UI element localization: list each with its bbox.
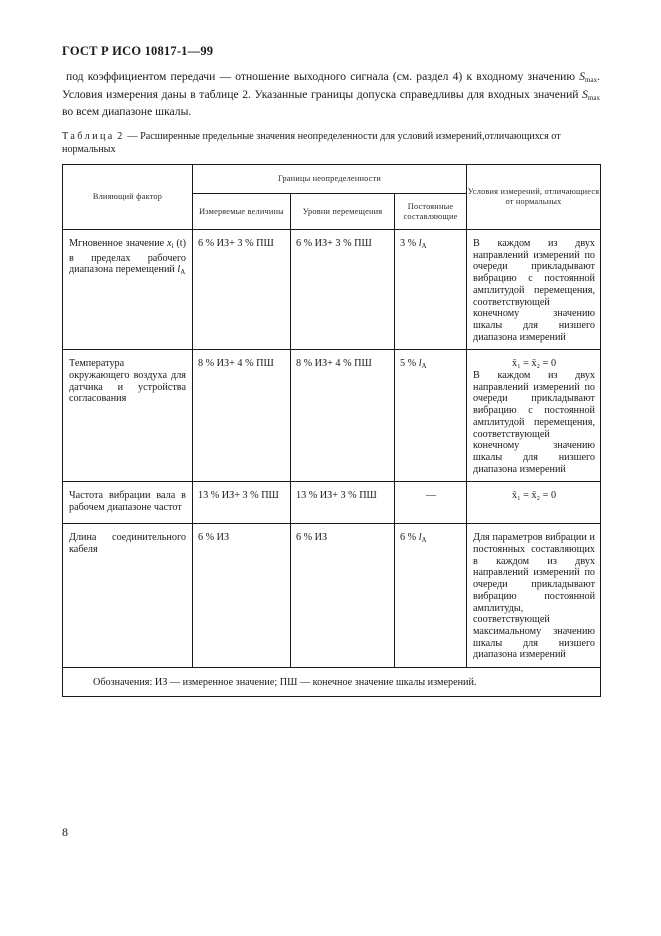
intro-paragraph bbox=[62, 70, 600, 119]
row-2-constant: 5 % $l_A$ bbox=[395, 350, 467, 482]
table-row bbox=[63, 230, 601, 350]
table-caption bbox=[62, 131, 600, 156]
row-3-measured: 13 % ИЗ+ 3 % ПШ bbox=[193, 482, 291, 524]
intro-line-1: под коэффициентом передачи — отношение выходного сигнала (см. раздел 4) к входному значению bbox=[66, 70, 576, 83]
table-footer-note: Обозначения: ИЗ — измеренное значение; ПШ — конечное значение шкалы измерений. bbox=[63, 668, 601, 697]
row-1-measured: 6 % ИЗ+ 3 % ПШ bbox=[193, 230, 291, 350]
row-3-conditions bbox=[467, 482, 601, 524]
header-conditions: Условия измерений, отличающиеся от нормальных bbox=[467, 165, 601, 230]
row-2-factor: Температура окружающего воздуха для датчика и устройства согласования bbox=[63, 350, 193, 482]
header-constant: Постоянные составляющие bbox=[395, 194, 467, 230]
row-4-measured: 6 % ИЗ bbox=[193, 524, 291, 668]
intro-line-2: . Условия измерения даны в таблице 2. Указанные границы допуска справедливы для входных значений bbox=[62, 70, 600, 101]
table-row bbox=[63, 524, 601, 668]
table-caption-label: Таблица bbox=[62, 131, 115, 142]
row-3-displacement: 13 % ИЗ+ 3 % ПШ bbox=[291, 482, 395, 524]
table-footer-row bbox=[63, 668, 601, 697]
header-factor: Влияющий фактор bbox=[63, 165, 193, 230]
table-caption-number: 2 bbox=[117, 131, 125, 142]
header-measured: Измеряемые величины bbox=[193, 194, 291, 230]
row-1-factor: Мгновенное значение $x_i$ (t) в пределах рабочего диапазона перемещений $l_A$ bbox=[63, 230, 193, 350]
row-1-conditions: В каждом из двух направлений измерений по очереди прикладывают вибрацию с постоянной амплитудой перемещения, соответствующей конечному значению шкалы для низшего диапазона измерений bbox=[467, 230, 601, 350]
row-4-factor: Длина соединительного кабеля bbox=[63, 524, 193, 668]
row-4-conditions: Для параметров вибрации и постоянных составляющих в каждом из двух направлений измерений по очереди прикладывают вибрацию постоянной амплитуды, соответствующей максимальному значению шкалы для низшего диапазона измерений bbox=[467, 524, 601, 668]
row-3-factor: Частота вибрации вала в рабочем диапазоне частот bbox=[63, 482, 193, 524]
row-3-formula: x̄₁ = x̄₂ = 0 bbox=[511, 490, 557, 502]
row-2-formula: x̄₁ = x̄₂ = 0 bbox=[511, 358, 557, 370]
intro-line-3: во всем диапазоне шкалы. bbox=[62, 105, 192, 118]
header-displacement: Уровни перемещения bbox=[291, 194, 395, 230]
row-2-measured: 8 % ИЗ+ 4 % ПШ bbox=[193, 350, 291, 482]
row-4-constant: 6 % $l_A$ bbox=[395, 524, 467, 668]
row-2-conditions-text: В каждом из двух направлений измерений по очереди прикладывают вибрацию с постоянной амплитудой перемещения, соответствующей конечному значению шкалы для низшего диапазона измерений bbox=[473, 370, 596, 475]
page-number: 8 bbox=[62, 825, 68, 839]
row-2-conditions bbox=[467, 350, 601, 482]
row-1-constant: 3 % $l_A$ bbox=[395, 230, 467, 350]
uncertainty-table bbox=[62, 164, 601, 697]
s-max-subscript: max bbox=[585, 76, 598, 84]
table-caption-text: — Расширенные предельные значения неопределенности для условий измерений,отличающихся от нормальных bbox=[62, 131, 561, 155]
s-max-subscript-2: max bbox=[587, 93, 600, 102]
table-row bbox=[63, 350, 601, 482]
document-header: ГОСТ Р ИСО 10817-1—99 bbox=[62, 44, 214, 58]
s-max-symbol-2: S bbox=[582, 87, 588, 101]
row-3-constant: — bbox=[395, 482, 467, 524]
row-4-displacement: 6 % ИЗ bbox=[291, 524, 395, 668]
row-1-displacement: 6 % ИЗ+ 3 % ПШ bbox=[291, 230, 395, 350]
header-bounds-group: Границы неопределенности bbox=[193, 165, 467, 194]
table-row bbox=[63, 482, 601, 524]
row-2-displacement: 8 % ИЗ+ 4 % ПШ bbox=[291, 350, 395, 482]
s-max-symbol: S bbox=[579, 70, 586, 83]
